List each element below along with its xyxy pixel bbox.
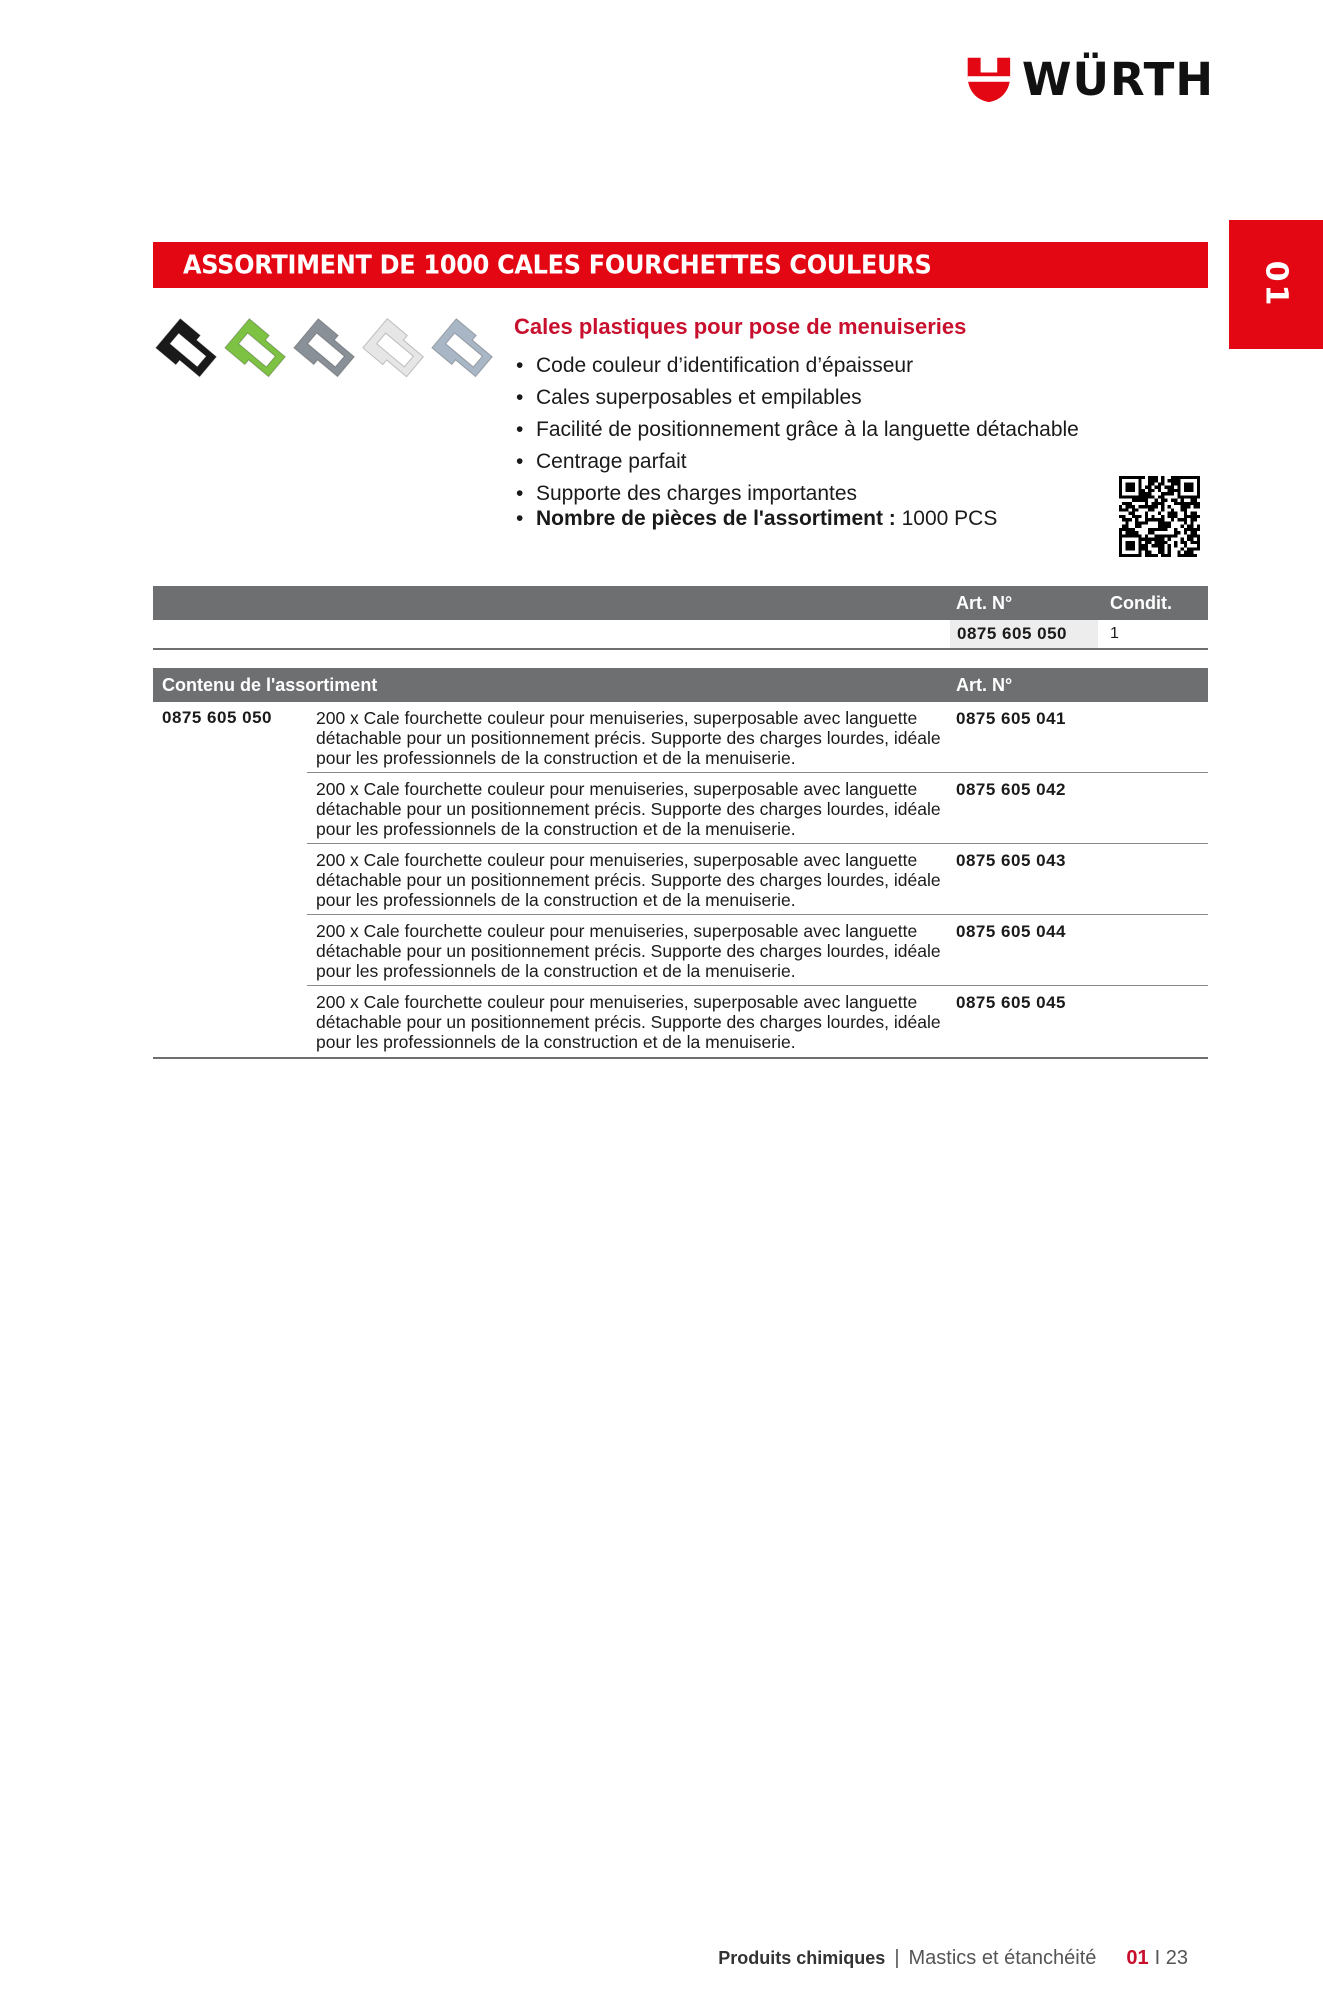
shim-icon xyxy=(156,319,220,382)
shim-icon xyxy=(432,319,495,382)
feature-list xyxy=(514,350,1114,532)
product-subtitle: Cales plastiques pour pose de menuiseries xyxy=(514,314,967,339)
footer-separator: | xyxy=(894,1947,900,1969)
row-article-number: 0875 605 045 xyxy=(956,993,1066,1012)
row-description: 200 x Cale fourchette couleur pour menuiseries, superposable avec languette détachable pour un positionnement précis. Supporte des charges lourdes, idéale pour les professionnels de la construction et de la menuiserie. xyxy=(316,850,941,910)
article-number[interactable]: 0875 605 050 xyxy=(950,620,1098,648)
feature-item: • Centrage parfait xyxy=(514,446,1114,478)
qr-code-icon[interactable] xyxy=(1119,476,1200,557)
row-description: 200 x Cale fourchette couleur pour menuiseries, superposable avec languette détachable pour un positionnement précis. Supporte des charges lourdes, idéale pour les professionnels de la construction et de la menuiserie. xyxy=(316,779,941,839)
chapter-tab xyxy=(1229,220,1323,349)
row-article-number: 0875 605 041 xyxy=(956,709,1066,728)
feature-item: • Cales superposables et empilables xyxy=(514,382,1114,414)
row-article-number: 0875 605 042 xyxy=(956,780,1066,799)
table-bottom-rule xyxy=(153,1057,1208,1059)
table-row xyxy=(307,986,1208,1057)
contents-table-body xyxy=(307,702,1208,1057)
row-article-number: 0875 605 044 xyxy=(956,922,1066,941)
article-table-row xyxy=(153,620,1208,650)
row-description: 200 x Cale fourchette couleur pour menuiseries, superposable avec languette détachable pour un positionnement précis. Supporte des charges lourdes, idéale pour les professionnels de la construction et de la menuiserie. xyxy=(316,708,941,768)
table-row xyxy=(307,844,1208,915)
wurth-shield-icon xyxy=(964,52,1014,106)
pieces-value: 1000 PCS xyxy=(901,507,998,530)
header-art-number: Art. N° xyxy=(956,593,1013,613)
feature-item-pieces xyxy=(514,506,1114,532)
product-image-shims xyxy=(150,315,495,395)
chapter-tab-label: 01 xyxy=(1258,260,1294,309)
feature-item: • Facilité de positionnement grâce à la languette détachable xyxy=(514,414,1114,446)
product-intro xyxy=(514,314,1114,532)
shim-icon xyxy=(294,319,358,382)
contents-header-art-number: Art. N° xyxy=(956,675,1013,695)
product-title-bar xyxy=(153,242,1208,288)
contents-header-title: Contenu de l'assortiment xyxy=(162,675,378,695)
footer-chapter: 01 xyxy=(1126,1947,1149,1969)
row-article-number: 0875 605 043 xyxy=(956,851,1066,870)
wurth-logo xyxy=(964,50,1214,108)
shim-icon xyxy=(225,319,289,382)
row-description: 200 x Cale fourchette couleur pour menuiseries, superposable avec languette détachable pour un positionnement précis. Supporte des charges lourdes, idéale pour les professionnels de la construction et de la menuiserie. xyxy=(316,992,941,1052)
page-footer xyxy=(718,1947,1188,1970)
footer-page-number: I 23 xyxy=(1154,1947,1188,1969)
logo-text: WÜRTH xyxy=(1021,52,1214,106)
table-row xyxy=(307,702,1208,773)
contents-table-header xyxy=(153,668,1208,702)
article-conditioning: 1 xyxy=(1110,625,1119,642)
footer-category: Produits chimiques xyxy=(718,1948,886,1968)
row-description: 200 x Cale fourchette couleur pour menuiseries, superposable avec languette détachable pour un positionnement précis. Supporte des charges lourdes, idéale pour les professionnels de la construction et de la menuiserie. xyxy=(316,921,941,981)
pieces-label: Nombre de pièces de l'assortiment : xyxy=(536,507,896,530)
table-row xyxy=(307,773,1208,844)
footer-subcategory: Mastics et étanchéité xyxy=(908,1947,1097,1969)
feature-item: • Code couleur d’identification d’épaisseur xyxy=(514,350,1114,382)
shim-icon xyxy=(363,319,427,382)
header-conditioning: Condit. xyxy=(1110,593,1172,613)
kit-article-number: 0875 605 050 xyxy=(162,708,272,727)
table-row xyxy=(307,915,1208,986)
article-table-header xyxy=(153,586,1208,620)
product-title: ASSORTIMENT DE 1000 CALES FOURCHETTES COULEURS xyxy=(183,249,932,281)
feature-item: • Supporte des charges importantes xyxy=(514,478,1114,510)
